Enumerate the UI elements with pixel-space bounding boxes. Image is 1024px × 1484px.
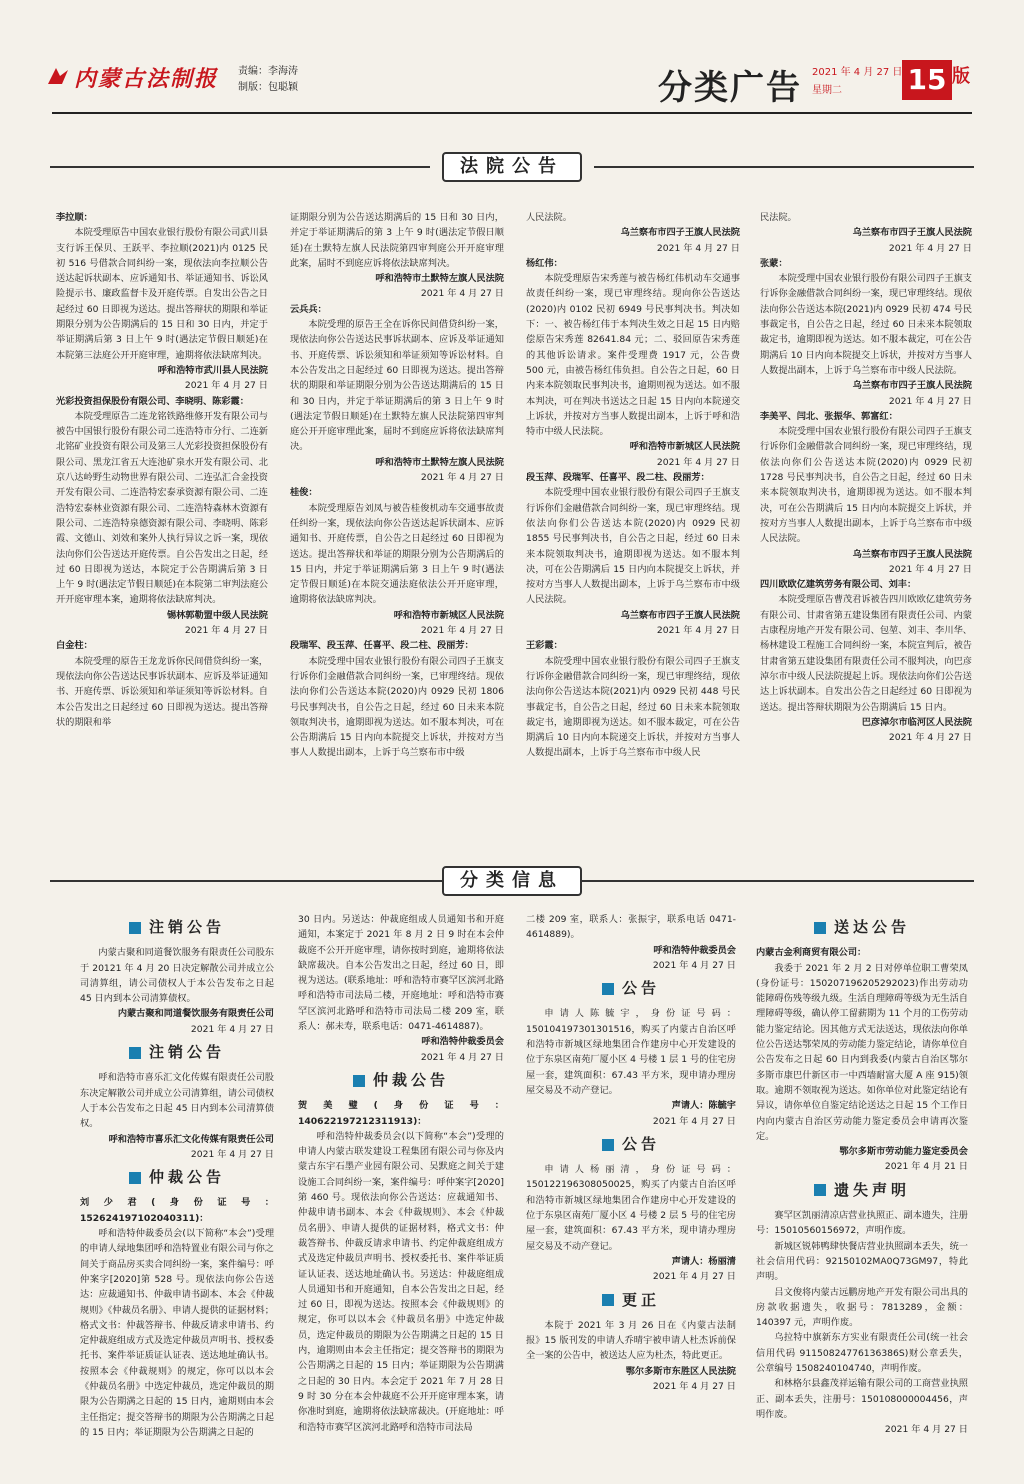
notice-body-continued: 人民法院。 (526, 212, 572, 223)
ad-date: 2021 年 4 月 27 日 (652, 959, 736, 971)
ad-date: 2021 年 4 月 27 日 (420, 1051, 504, 1063)
ad-date: 2021 年 4 月 27 日 (652, 1381, 736, 1393)
notice-recipient: 段玉萍、段瑞军、任喜平、段二柱、段丽芳： (526, 472, 710, 484)
court-column-2 (290, 210, 504, 865)
ad-title: 公告 (526, 981, 736, 996)
ad-date: 2021 年 4 月 27 日 (190, 1023, 274, 1035)
notice-body: 本院受理中国农业银行股份有限公司四子王旗支行诉你们金融借款合同纠纷一案，现已审理终结。现依法向你们公告送达本院(2020)内 0929 民初 1855 号民事判决书，自公告之日起，经过 60 日未来本院领取判决书，逾期即视为送达。如不服本判决，可在公告期满后 15 日内向本院提交上诉状，并按对方当事人人数提出副本，上诉于乌兰察布市中级人民法院。 (526, 487, 740, 606)
classified-column-2 (298, 912, 504, 1437)
ad-title: 注销公告 (80, 1045, 274, 1060)
lost-notice: 吕文俊将内蒙古远鹏房地产开发有限公司出具的房款收据遗失，收据号：7813289，金额：140397 元，声明作废。 (756, 1286, 968, 1329)
square-bullet-icon (129, 922, 141, 934)
ad-date: 2021 年 4 月 27 日 (652, 1115, 736, 1127)
notice-court: 巴彦淖尔市临河区人民法院 (861, 716, 972, 728)
notice-date: 2021 年 4 月 27 日 (656, 242, 740, 254)
classified-column-1 (80, 912, 274, 1437)
ad-signature: 呼和浩特市喜乐汇文化传媒有限责任公司 (108, 1133, 274, 1145)
ad-title: 仲裁公告 (80, 1170, 274, 1185)
ad-title: 更正 (526, 1293, 736, 1308)
notice-recipient: 杨红伟： (526, 257, 563, 269)
editor-line: 责编：李海涛 (238, 66, 298, 77)
notice-body: 本院受理原告中国农业银行股份有限公司武川县支行诉王保贝、王跃平、李拉顺(2021)内 0125 民初 516 号借款合同纠纷一案，现依法向李拉顺公告送达起诉状副本、应诉通知书、举证通知书、诉讼风险提示书、廉政监督卡及开庭传票。自发出公告之日起经过 60 日即视为送达。提出答辩状的期限和举证期限分别为公告期满后的 15 日和 30 日内，并定于举证期满后第 3 日上午 9 时(遇法定节假日顺延)在本院第三法庭公开开庭审理，逾期将依法缺席判决。 (56, 227, 268, 361)
ad-date: 2021 年 4 月 27 日 (190, 1148, 274, 1160)
newspaper-logo-icon (46, 66, 70, 86)
weekday-text: 星期二 (812, 85, 842, 96)
notice-recipient: 白金柱： (56, 640, 93, 652)
page-number: 15 (902, 60, 952, 100)
issue-date (812, 64, 902, 100)
ad-date: 2021 年 4 月 21 日 (884, 1161, 968, 1173)
notice-recipient: 桂俊： (290, 487, 318, 499)
editor-credits (238, 64, 298, 96)
court-column-3 (526, 210, 740, 865)
notice-recipient: 张蒙： (760, 257, 788, 269)
ad-body: 我委于 2021 年 2 月 2 日对停单位职工曹荣凤(身份证号：150207196205292023)作出劳动功能障碍伤残等级九级。生活自理障碍等级为无生活自理障碍等级，确认停工留薪期为 11 个月的工伤劳动能力鉴定结论。因其他方式无法送达，现依法向你单位公告送达鄂荣凤的劳动能力鉴定结论，请你单位自公告发布之日起 60 日内到我委(内蒙古自治区鄂尔多斯市康巴什新区市一中西墙耐富大厦 A 座 915)领取。逾期不领取视为送达。如你单位对此鉴定结论有异议，请你单位自鉴定结论送达之日起 15 个工作日内向内蒙古自治区劳动能力鉴定委员会申请再次鉴定。 (756, 962, 968, 1142)
ad-title: 送达公告 (756, 920, 968, 935)
notice-body: 本院受理原告刘凤与被告桂俊机动车交通事故责任纠纷一案，现依法向你公告送达起诉状副本、应诉通知书、开庭传票，自公告之日起经过 60 日即视为送达。提出答辩状和举证的期限分别为公告期满后的 15 日内，并定于举证期满后第 3 日上午 9 时(遇法定节假日顺延)在本院交通法庭依法公开开庭审理，逾期将依法缺席判决。 (290, 502, 504, 606)
lost-notice: 和林格尔县鑫茂祥运输有限公司的工商营业执照正、副本丢失，注册号：150108000004456，声明作废。 (756, 1378, 968, 1420)
notice-recipient: 李拉顺： (56, 212, 93, 223)
notice-court: 乌兰察布市四子王旗人民法院 (852, 380, 972, 392)
section-title: 分类广告 (658, 68, 802, 108)
square-bullet-icon (814, 922, 826, 934)
notice-date: 2021 年 4 月 27 日 (656, 456, 740, 468)
court-column-1 (56, 210, 268, 865)
notice-recipient: 段瑞军、段玉萍、任喜平、段二柱、段丽芳： (290, 640, 474, 652)
notice-body: 本院受理的原告王全在诉你民间借贷纠纷一案，现依法向你公告送达民事诉状副本、应诉及举证通知书、开庭传票、诉讼须知和举证须知等诉讼材料。自本公告发出之日起经过 60 日即视为送达。提出答辩状的期限和举证期限分别为公告送达期满后的 15 日和 30 日内，并定于举证期满后的第 3 日上午 9 时(遇法定节假日顺延)在土默特左旗人民法院第四审判庭公开开庭审理此案，届时不到庭应诉将依法缺席判决。 (290, 319, 504, 453)
square-bullet-icon (129, 1172, 141, 1184)
notice-body-continued: 民法院。 (760, 212, 797, 223)
ad-body: 申请人杨丽清，身份证号码：150122196308050025，购买了内蒙古自治区呼和浩特市新城区绿地集团合作建房中心开发建设的位于东泉区南苑厂厦小区 4 号楼 2 层 5 号的住宅房屋一套，建筑面积：67.43 平方米，现申请办理房屋交易及不动产登记。 (526, 1164, 736, 1252)
notice-date: 2021 年 4 月 27 日 (888, 732, 972, 744)
square-bullet-icon (602, 1139, 614, 1151)
ad-date: 2021 年 4 月 27 日 (884, 1424, 968, 1436)
ad-body: 申请人陈毓宇，身份证号码：150104197301301516，购买了内蒙古自治区呼和浩特市新城区绿地集团合作建房中心开发建设的位于东泉区南苑厂厦小区 4 号楼 1 层 1 号的住宅房屋一套，建筑面积：67.43 平方米，现申请办理房屋交易及不动产登记。 (526, 1008, 736, 1096)
square-bullet-icon (129, 1047, 141, 1059)
notice-body: 本院受理原告曹茂君诉被告四川欧欧亿建筑劳务有限公司、甘肃省第五建设集团有限责任公司、内蒙古康程房地产开发有限公司、包堃、刘丰、李川华、杨林建设工程施工合同纠纷一案，本院宣判后，被告甘肃省第五建设集团有限责任公司不服判决，向巴彦淖尔市中级人民法院提起上诉。现依法向你们公告送达上诉状副本。自发出公告之日起经过 60 日即视为送达。提出答辩状期限为公告期满后 15 日内。 (760, 594, 972, 713)
ad-body-continued: 二楼 209 室，联系人：张振宇，联系电话 0471-4614889)。 (526, 914, 736, 941)
ad-title: 公告 (526, 1137, 736, 1152)
lost-notice: 新城区锐韩鸭肆快餐店营业执照副本丢失，统一社会信用代码：92150102MA0Q73GM97，特此声明。 (756, 1240, 968, 1283)
ad-body: 内蒙古聚和同道餐饮服务有限责任公司股东于 20121 年 4 月 20 日决定解散公司并成立公司清算组，请公司债权人于本公告发布之日起 45 日内到本公司清算债权。 (80, 947, 274, 1005)
notice-date: 2021 年 4 月 27 日 (888, 242, 972, 254)
notice-court: 乌兰察布市四子王旗人民法院 (620, 609, 740, 621)
ad-recipient: 贺美璧(身份证号：140622197212311913)： (298, 1100, 504, 1127)
notice-recipient: 光彩投资担保股份有限公司、李晓明、陈彩霞： (56, 395, 249, 407)
notice-date: 2021 年 4 月 27 日 (888, 395, 972, 407)
square-bullet-icon (602, 1294, 614, 1306)
ad-body: 呼和浩特仲裁委员会(以下简称“本会”)受理的申请人内蒙古联发建设工程集团有限公司与你及内蒙古东宇石墨产业园有限公司、吴默庭之间关于建设施工合同纠纷一案，案件编号：呼仲案字[2020]第 460 号。现依法向你公告送达：应裁通知书、仲裁申请书副本、本会《仲裁规则》、本会《仲裁员名册》、申请人提供的证据材料，格式文书：仲裁答辩书、仲裁反请求申请书、约定仲裁庭组成方式及选定仲裁员声明书、授权委托书、案件举证质证认证表、送达地址确认书。另送达：仲裁庭组成人员通知书和开庭通知，自本公告发出之日起，经过 60 日，即视为送达。按照本会《仲裁规则》的规定，你可以以本会《仲裁员名册》中选定仲裁员，选定仲裁员的期限为公告期满之日起的 15 日内，逾期则由本会主任指定；提交答辩书的期限为公告期满之日起的 15 日内；举证期限为公告期满之日起的 30 日内。本会定于 2021 年 7 月 28 日 9 时 30 分在本会仲裁庭不公开开庭审理本案，请你准时到庭，逾期将依法缺席裁决。(开庭地址：呼和浩特市赛罕区滨河北路呼和浩特市司法局 (298, 1130, 504, 1433)
date-text: 2021 年 4 月 27 日 (812, 67, 903, 78)
notice-body: 本院受理原告宋秀莲与被告杨红伟机动车交通事故责任纠纷一案，现已审理终结。现向你公告送达(2020)内 0102 民初 6949 号民事判决书。判决如下：一、被告杨红伟于本判决生效之日起 15 日内赔偿原告宋秀莲 82641.84 元；二、驳回原告宋秀莲的其他诉讼请求。案件受理费 1917 元，公告费 500 元，由被告杨红伟负担。自公告之日起，60 日内来本院领取民事判决书，逾期则视为送达。如不服本判决，可在判决书送达之日起 15 日内向本院递交上诉状，并按对方当事人数提出副本，上诉于呼和浩特市中级人民法院。 (526, 273, 740, 438)
square-bullet-icon (353, 1075, 365, 1087)
notice-date: 2021 年 4 月 27 日 (420, 472, 504, 484)
ad-body-continued: 30 日内。另送达：仲裁庭组成人员通知书和开庭通知，本案定于 2021 年 8 月 2 日 9 时在本会仲裁庭不公开开庭审理，请你按时到庭，逾期将依法缺席裁决。自本公告发出之日起，经过 60 日，即视为送达。(联系地址：呼和浩特市赛罕区滨河北路呼和浩特市司法局二楼，开庭地址：呼和浩特市赛罕区滨河北路呼和浩特市司法局二楼 209 室，联系人：郝未寿，联系电话：0471-4614887)。 (298, 914, 504, 1033)
ad-recipient: 刘少君(身份证号：152624197102040311)： (80, 1197, 274, 1224)
ad-body: 呼和浩特仲裁委员会(以下简称“本会”)受理的申请人绿地集团呼和浩特置业有限公司与你之间关于商品房买卖合同纠纷一案，案件编号：呼仲案字[2020]第 528 号。现依法向你公告送达：应裁通知书、仲裁申请书副本、本会《仲裁规则》《仲裁员名册》、申请人提供的证据材料；格式文书：仲裁答辩书、仲裁反请求申请书、约定仲裁庭组成方式及选定仲裁员声明书、授权委托书、案件举证质证认证表、送达地址确认书。按照本会《仲裁规则》的规定，你可以以本会《仲裁员名册》中选定仲裁员，选定仲裁员的期限为公告期满之日起的 15 日内，逾期则由本会主任指定；提交答辩书的期限为公告期满之日起的 15 日内；举证期限为公告期满之日起的 (80, 1228, 274, 1437)
lost-notice: 赛罕区凯丽清凉店营业执照正、副本遗失，注册号：15010560156972，声明作废。 (756, 1210, 968, 1237)
notice-body: 本院受理原告二连龙铭铁路维修开发有限公司与被告中国银行股份有限公司二连浩特市分行、二连新北铭矿业投资有限公司及第三人光彩投资担保股份有限公司、黑龙江省五大连池矿泉水开发有限公司、北京八达岭野生动物世界有限公司、二连弘汇合金投资开发有限公司、二连浩特宏泰承资源有限公司、二连浩特宏泰林业资源有限公司、二连浩特森林木资源有限公司、二连浩特泉德资源有限公司、李晓明、陈彩霞、文德山、刘效和案外人执行异议之诉一案，现依法向你们公告送达开庭传票。自公告发出之日起，经过 60 日即视为送达，本院定于公告期满后第 3 日上午 9 时(遇法定节假日顺延)在本院第二审判法庭公开开庭审理本案，逾期将依法缺席判决。 (56, 410, 268, 606)
square-bullet-icon (602, 983, 614, 995)
court-column-4 (760, 210, 972, 865)
notice-recipient: 云兵兵： (290, 303, 327, 315)
ad-signature: 呼和浩特仲裁委员会 (421, 1036, 504, 1048)
notice-court: 呼和浩特市武川县人民法院 (157, 364, 268, 376)
ad-body: 呼和浩特市喜乐汇文化传媒有限责任公司股东决定解散公司并成立公司清算组，请公司债权人于本公告发布之日起 45 日内到本公司清算债权。 (80, 1072, 274, 1130)
ad-signature: 声请人：陈毓宇 (671, 1100, 736, 1112)
notice-date: 2021 年 4 月 27 日 (656, 625, 740, 637)
ad-title: 遗失声明 (756, 1183, 968, 1198)
notice-body: 本院受理中国农业银行股份有限公司四子王旗支行诉你们金融借款合同纠纷一案，现已审理终结，现依法向你们公告送达本院(2020)内 0929 民初 1728 号民事判决书，自公告之日起，经过 60 日未来本院领取判决书，逾期即视为送达。如不服本判决，可在公告期满后 15 日内向本院提交上诉状，并按对方当事人人数提出副本，上诉于乌兰察布市中级人民法院。 (760, 426, 972, 545)
ad-recipient: 内蒙古金利商贸有限公司： (756, 947, 867, 959)
ad-signature: 内蒙古聚和同道餐饮服务有限责任公司 (117, 1008, 274, 1020)
notice-date: 2021 年 4 月 27 日 (184, 380, 268, 392)
notice-body-continued: 证期限分别为公告送达期满后的 15 日和 30 日内，并定于举证期满后的第 3 上午 9 时(遇法定节假日顺延)在土默特左旗人民法院第四审判庭公开开庭审理此案，届时不到庭应诉将依法缺席判决。 (290, 212, 504, 269)
ad-signature: 鄂尔多斯市东胜区人民法院 (625, 1365, 736, 1377)
notice-recipient: 李美平、闫北、张振华、郭富红： (760, 410, 898, 422)
ad-signature: 声请人：杨丽清 (671, 1255, 736, 1267)
notice-court: 乌兰察布市四子王旗人民法院 (852, 548, 972, 560)
notice-court: 呼和浩特市新城区人民法院 (393, 609, 504, 621)
notice-date: 2021 年 4 月 27 日 (420, 288, 504, 300)
masthead (52, 58, 972, 110)
notice-date: 2021 年 4 月 27 日 (184, 625, 268, 637)
ad-title: 注销公告 (80, 920, 274, 935)
ad-signature: 鄂尔多斯市劳动能力鉴定委员会 (839, 1146, 968, 1158)
producer-line: 制版：包聪颖 (238, 82, 298, 93)
notice-body: 本院受理中国农业银行股份有限公司四子王旗支行诉你金融借款合同纠纷一案，现已审理终结。现依法向你公告送达本院(2021)内 0929 民初 474 号民事裁定书，自公告之日起，经过 60 日未来本院领取裁定书，逾期即视为送达。如不服本裁定，可在公告期满后 10 日内向本院提交上诉状，并按对方当事人人数提出副本，上诉于乌兰察布市中级人民法院。 (760, 273, 972, 376)
notice-court: 呼和浩特市新城区人民法院 (629, 441, 740, 453)
classified-column-3 (526, 912, 736, 1437)
notice-court: 呼和浩特市土默特左旗人民法院 (375, 273, 504, 285)
ad-title: 仲裁公告 (298, 1073, 504, 1088)
notice-date: 2021 年 4 月 27 日 (888, 563, 972, 575)
ad-signature: 呼和浩特仲裁委员会 (653, 944, 736, 956)
notice-recipient: 四川欧欧亿建筑劳务有限公司、刘丰： (760, 579, 917, 591)
court-notices-banner: 法院公告 (442, 152, 582, 182)
notice-court: 乌兰察布市四子王旗人民法院 (852, 227, 972, 239)
ad-date: 2021 年 4 月 27 日 (652, 1271, 736, 1283)
notice-body: 本院受理中国农业银行股份有限公司四子王旗支行诉你们金融借款合同纠纷一案，已审理终结。现依法向你们公告送达本院(2020)内 0929 民初 1806 号民事判决书，自公告之日起，经过 60 日未来本院领取判决书，逾期即视为送达。如不服本判决，可在公告期满后 15 日内向本院提交上诉状，并按对方当事人人数提出副本，上诉于乌兰察布市中级 (290, 655, 504, 759)
notice-court: 锡林郭勒盟中级人民法院 (166, 609, 268, 621)
ad-body: 本院于 2021 年 3 月 26 日在《内蒙古法制报》15 版刊发的申请人乔晴宇被申请人杜杰诉前保全一案的公告中，被送达人应为杜杰，特此更正。 (526, 1319, 736, 1362)
lost-notice: 乌拉特中旗新东方实业有限责任公司(统一社会信用代码 91150824776136386S)财公章丢失，公章编号 1508240104740，声明作废。 (756, 1332, 968, 1375)
newspaper-logo: 内蒙古法制报 (74, 66, 219, 92)
notice-date: 2021 年 4 月 27 日 (420, 625, 504, 637)
square-bullet-icon (814, 1184, 826, 1196)
notice-court: 呼和浩特市土默特左旗人民法院 (375, 456, 504, 468)
masthead-rule (52, 112, 972, 114)
classified-banner: 分类信息 (442, 866, 582, 896)
notice-body: 本院受理中国农业银行股份有限公司四子王旗支行诉你金融借款合同纠纷一案，现已审理终结，现依法向你公告送达本院(2021)内 0929 民初 448 号民事裁定书，自公告之日起，经过 60 日未来本院领取裁定书，逾期即视为送达。如不服本裁定，可在公告期满后 10 日内向本院递交上诉状，并按对方当事人人数提出副本，上诉于乌兰察布市中级人民 (526, 655, 740, 759)
notice-court: 乌兰察布市四子王旗人民法院 (620, 227, 740, 239)
classified-column-4 (756, 912, 968, 1437)
notice-recipient: 王彩霞： (526, 640, 563, 652)
page-suffix: 版 (952, 66, 970, 87)
notice-body: 本院受理的原告王龙龙诉你民间借贷纠纷一案，现依法向你公告送达民事诉状副本、应诉及举证通知书、开庭传票、诉讼须知和举证须知等诉讼材料。自本公告发出之日起经过 60 日即视为送达。提出答辩状的期限和举 (56, 655, 268, 728)
